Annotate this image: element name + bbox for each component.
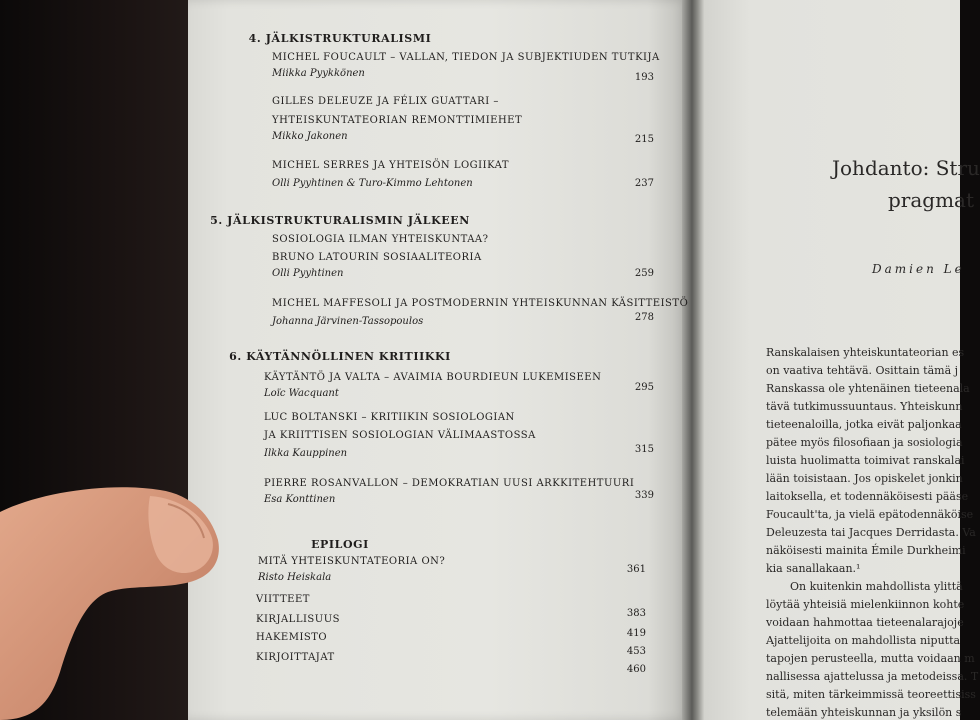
body-line: Ajattelijoita on mahdollista niputta — [766, 634, 961, 647]
body-line: sitä, miten tärkeimmissä teoreettisiss — [766, 688, 976, 701]
body-line: pätee myös filosofiaan ja sosiologia — [766, 436, 963, 449]
entry-author: Olli Pyyhtinen — [272, 268, 344, 279]
entry-page-number: 460 — [626, 664, 646, 675]
entry-title: JA KRIITTISEN SOSIOLOGIAN VÄLIMAASTOSSA — [264, 430, 536, 441]
entry-author: Ilkka Kauppinen — [264, 448, 348, 459]
section-heading-6: 6. KÄYTÄNNÖLLINEN KRITIIKKI — [229, 350, 451, 363]
entry-author: Esa Konttinen — [264, 494, 336, 505]
entry-title: LUC BOLTANSKI – KRITIIKIN SOSIOLOGIAN — [264, 412, 515, 423]
entry-title: GILLES DELEUZE JA FÉLIX GUATTARI – — [272, 96, 499, 107]
entry-title: SOSIOLOGIA ILMAN YHTEISKUNTAA? — [272, 234, 489, 245]
chapter-page — [704, 0, 963, 720]
chapter-heading-line2: pragmat — [888, 188, 975, 212]
section-heading-4: 4. JÄLKISTRUKTURALISMI — [248, 32, 432, 45]
entry-title: KÄYTÄNTÖ JA VALTA – AVAIMIA BOURDIEUN LUKEMISEEN — [264, 372, 602, 383]
entry-page-number: 215 — [634, 134, 654, 145]
body-line: tieteenaloilla, jotka eivät paljonkaa — [766, 418, 962, 431]
body-line: telemään yhteiskunnan ja yksilön s — [766, 706, 962, 719]
chapter-heading-line1: Johdanto: Stru — [832, 156, 980, 180]
entry-page-number: 453 — [626, 646, 646, 657]
body-line: lään toisistaan. Jos opiskelet jonkin — [766, 472, 963, 485]
backmatter-title: HAKEMISTO — [256, 632, 328, 643]
backmatter-title: VIITTEET — [256, 594, 310, 605]
body-line: löytää yhteisiä mielenkiinnon kohte — [766, 598, 965, 611]
backmatter-title: KIRJOITTAJAT — [256, 652, 335, 663]
body-line: voidaan hahmottaa tieteenalarajoje — [766, 616, 964, 629]
entry-page-number: 339 — [634, 490, 654, 501]
entry-page-number: 237 — [634, 178, 654, 189]
entry-page-number: 295 — [634, 382, 654, 393]
body-line: Deleuzesta tai Jacques Derridasta. Va — [766, 526, 976, 539]
body-line: kia sanallakaan.¹ — [766, 562, 861, 575]
entry-author: Mikko Jakonen — [272, 131, 348, 142]
entry-page-number: 419 — [626, 628, 646, 639]
section-heading-5: 5. JÄLKISTRUKTURALISMIN JÄLKEEN — [210, 214, 470, 227]
entry-author: Loïc Wacquant — [264, 388, 339, 399]
entry-page-number: 278 — [634, 312, 654, 323]
entry-page-number: 315 — [634, 444, 654, 455]
body-line: laitoksella, et todennäköisesti pääse — [766, 490, 969, 503]
body-line: tapojen perusteella, mutta voidaan m — [766, 652, 975, 665]
body-line: näköisesti mainita Émile Durkheimi — [766, 544, 966, 557]
entry-author: Risto Heiskala — [258, 572, 332, 583]
entry-title: MICHEL SERRES JA YHTEISÖN LOGIIKAT — [272, 160, 509, 171]
book-gutter — [682, 0, 704, 720]
entry-title: BRUNO LATOURIN SOSIAALITEORIA — [272, 252, 482, 263]
body-line: Ranskassa ole yhtenäinen tieteenala — [766, 382, 970, 395]
body-line: tävä tutkimussuuntaus. Yhteiskunn — [766, 400, 963, 413]
chapter-author: Damien Le — [872, 262, 965, 276]
entry-page-number: 383 — [626, 608, 646, 619]
body-line: on vaativa tehtävä. Osittain tämä j — [766, 364, 959, 377]
entry-page-number: 361 — [626, 564, 646, 575]
entry-author: Olli Pyyhtinen & Turo-Kimmo Lehtonen — [272, 178, 473, 189]
hand-holding-book — [0, 482, 222, 720]
body-line: On kuitenkin mahdollista ylittä — [790, 580, 963, 593]
backmatter-title: KIRJALLISUUS — [256, 614, 340, 625]
entry-title: MICHEL FOUCAULT – VALLAN, TIEDON JA SUBJEKTIUDEN TUTKIJA — [272, 52, 660, 63]
entry-author: Johanna Järvinen-Tassopoulos — [272, 316, 424, 327]
entry-title: MITÄ YHTEISKUNTATEORIA ON? — [258, 556, 446, 567]
body-line: Foucault'ta, ja vielä epätodennäköise — [766, 508, 974, 521]
entry-author: Miikka Pyykkönen — [272, 68, 365, 79]
entry-title: PIERRE ROSANVALLON – DEMOKRATIAN UUSI ARKKITEHTUURI — [264, 478, 635, 489]
section-heading-epilogi: EPILOGI — [311, 538, 369, 551]
body-line: Ranskalaisen yhteiskuntateorian es — [766, 346, 965, 359]
entry-title: MICHEL MAFFESOLI JA POSTMODERNIN YHTEISKUNNAN KÄSITTEISTÖ — [272, 298, 689, 309]
entry-title: YHTEISKUNTATEORIAN REMONTTIMIEHET — [272, 115, 523, 126]
entry-page-number: 259 — [634, 268, 654, 279]
body-line: luista huolimatta toimivat ranskalai — [766, 454, 965, 467]
entry-page-number: 193 — [634, 72, 654, 83]
body-line: nallisessa ajattelussa ja metodeissa. T — [766, 670, 979, 683]
